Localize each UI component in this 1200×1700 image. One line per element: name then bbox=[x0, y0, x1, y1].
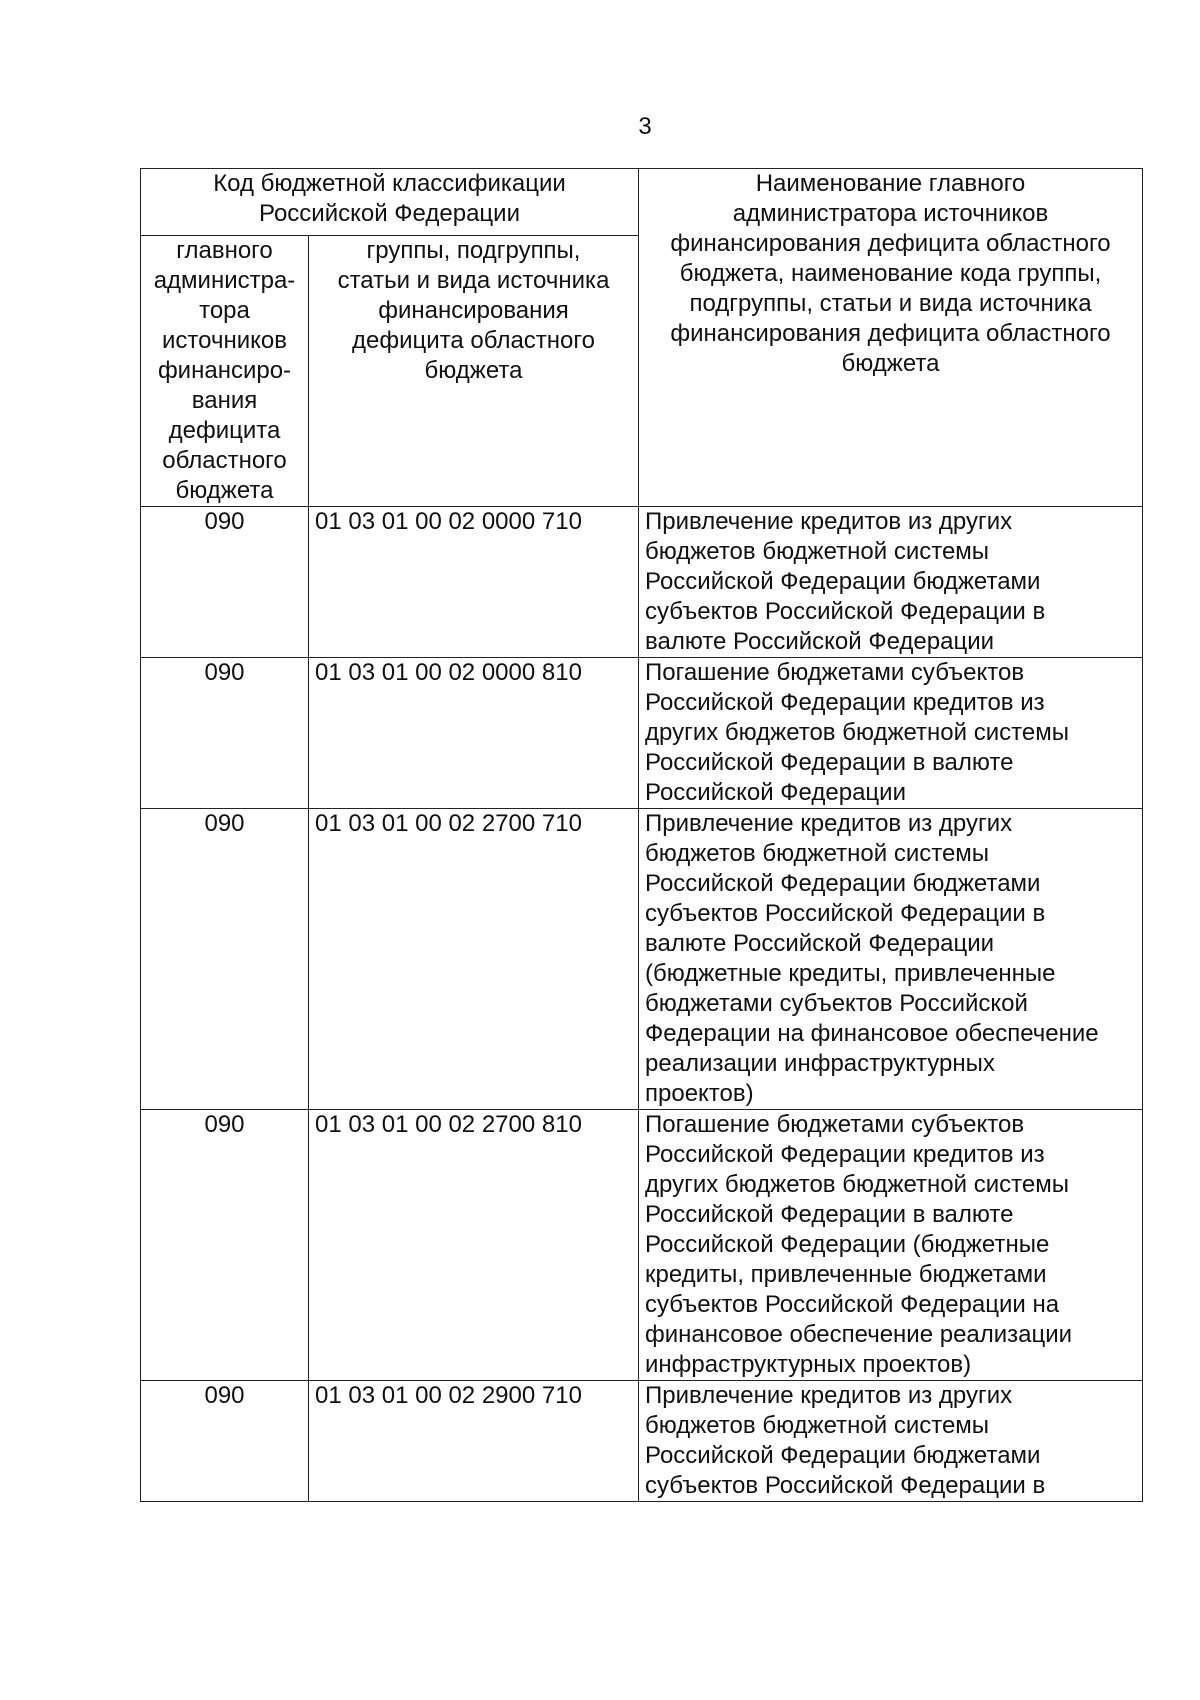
admin-code-cell: 090 bbox=[141, 507, 309, 658]
header-code-column: группы, подгруппы, статьи и вида источника финансирования дефицита областного бюджета bbox=[309, 236, 639, 507]
admin-code-cell: 090 bbox=[141, 1110, 309, 1381]
table-row bbox=[141, 658, 1143, 809]
source-name-cell: Привлечение кредитов из других бюджетов бюджетной системы Российской Федерации бюджетами субъектов Российской Федерации в bbox=[639, 1381, 1143, 1502]
table-row bbox=[141, 507, 1143, 658]
admin-code-cell: 090 bbox=[141, 1381, 309, 1502]
header-admin-column: главного администра- тора источников финансиро- вания дефицита областного бюджета bbox=[141, 236, 309, 507]
table-header-row bbox=[141, 169, 1143, 236]
table-row bbox=[141, 809, 1143, 1110]
admin-code-cell: 090 bbox=[141, 809, 309, 1110]
source-name-cell: Привлечение кредитов из других бюджетов бюджетной системы Российской Федерации бюджетами субъектов Российской Федерации в валюте Российской Федерации (бюджетные кредиты, привлеченные бюджетами субъектов Российской Федерации на финансовое обеспечение реализации инфраструктурных проектов) bbox=[639, 809, 1143, 1110]
source-code-cell: 01 03 01 00 02 2700 810 bbox=[309, 1110, 639, 1381]
source-name-cell: Погашение бюджетами субъектов Российской Федерации кредитов из других бюджетов бюджетной системы Российской Федерации в валюте Российской Федерации bbox=[639, 658, 1143, 809]
table-row bbox=[141, 1381, 1143, 1502]
source-code-cell: 01 03 01 00 02 0000 710 bbox=[309, 507, 639, 658]
header-name-column: Наименование главного администратора источников финансирования дефицита областного бюджета, наименование кода группы, подгруппы, статьи и вида источника финансирования дефицита областного бюджета bbox=[639, 169, 1143, 507]
source-code-cell: 01 03 01 00 02 0000 810 bbox=[309, 658, 639, 809]
source-name-cell: Привлечение кредитов из других бюджетов бюджетной системы Российской Федерации бюджетами субъектов Российской Федерации в валюте Российской Федерации bbox=[639, 507, 1143, 658]
source-code-cell: 01 03 01 00 02 2700 710 bbox=[309, 809, 639, 1110]
header-classification-title: Код бюджетной классификации Российской Федерации bbox=[141, 169, 639, 236]
source-code-cell: 01 03 01 00 02 2900 710 bbox=[309, 1381, 639, 1502]
page-number: 3 bbox=[638, 113, 652, 140]
admin-code-cell: 090 bbox=[141, 658, 309, 809]
table-row bbox=[141, 1110, 1143, 1381]
source-name-cell: Погашение бюджетами субъектов Российской Федерации кредитов из других бюджетов бюджетной системы Российской Федерации в валюте Российской Федерации (бюджетные кредиты, привлеченные бюджетами субъектов Российской Федерации на финансовое обеспечение реализации инфраструктурных проектов) bbox=[639, 1110, 1143, 1381]
budget-classification-table bbox=[140, 168, 1143, 1502]
